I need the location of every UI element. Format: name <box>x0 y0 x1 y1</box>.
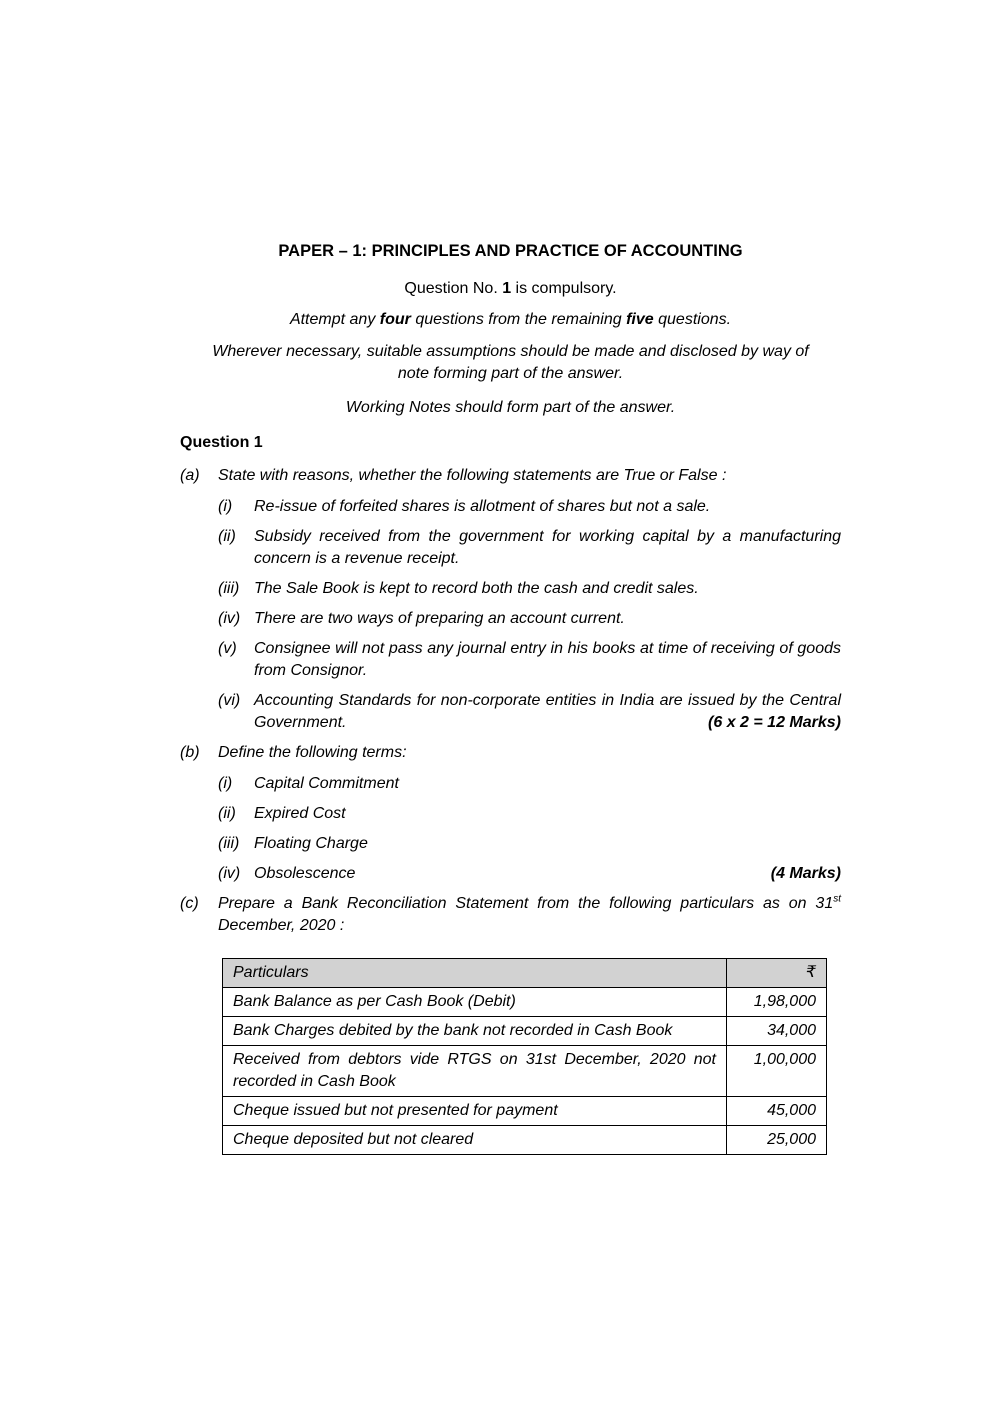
text-fragment-bold: 1 <box>502 280 512 297</box>
part-b-body <box>218 742 841 893</box>
part-b-text: Define the following terms: <box>218 744 407 761</box>
term-item <box>218 803 841 825</box>
part-b-marks: (4 Marks) <box>770 865 841 882</box>
term-item <box>218 773 841 795</box>
row-amount: 1,98,000 <box>727 988 827 1017</box>
part-c-text <box>218 893 841 937</box>
row-particulars: Cheque deposited but not cleared <box>223 1126 727 1155</box>
bank-reconciliation-table <box>222 958 827 1155</box>
text-fragment: questions from the remaining <box>410 311 627 328</box>
term-text: Obsolescence <box>254 865 356 882</box>
compulsory-note <box>180 278 841 300</box>
table-row <box>223 1097 827 1126</box>
paper-title: PAPER – 1: PRINCIPLES AND PRACTICE OF ACCOUNTING <box>278 242 743 260</box>
table-row <box>223 1126 827 1155</box>
statement-label: (i) <box>218 498 233 515</box>
text-fragment-bold: five <box>626 311 654 328</box>
term-label: (ii) <box>218 805 236 822</box>
table-row <box>223 988 827 1017</box>
statement-text: Subsidy received from the government for working capital by a manufacturing concern is a revenue receipt. <box>254 528 841 567</box>
row-amount: 34,000 <box>727 1017 827 1046</box>
statement-item <box>218 496 841 518</box>
assumptions-note: Wherever necessary, suitable assumptions should be made and disclosed by way of note forming part of the answer. <box>212 343 809 382</box>
part-c-label: (c) <box>180 895 199 912</box>
row-amount: 45,000 <box>727 1097 827 1126</box>
text-fragment: is compulsory. <box>511 280 617 297</box>
question-1-heading: Question 1 <box>180 434 263 451</box>
part-c-body <box>218 893 841 946</box>
row-particulars: Bank Balance as per Cash Book (Debit) <box>223 988 727 1017</box>
statement-item <box>218 638 841 682</box>
statement-item <box>218 690 841 734</box>
term-text: Expired Cost <box>254 805 346 822</box>
term-item <box>218 833 841 855</box>
term-label: (iv) <box>218 865 241 882</box>
statement-text: Accounting Standards for non-corporate entities in India are issued by the Central Government. <box>254 692 841 731</box>
term-label: (i) <box>218 775 233 792</box>
term-item <box>218 863 841 885</box>
statement-item <box>218 578 841 600</box>
statement-label: (vi) <box>218 692 241 709</box>
part-b <box>180 742 841 893</box>
text-fragment: Prepare a Bank Reconciliation Statement from the following particulars as on 31 <box>218 895 834 912</box>
working-notes-note: Working Notes should form part of the answer. <box>345 399 676 416</box>
part-c <box>180 893 841 946</box>
table-row <box>223 1046 827 1097</box>
statement-text: Re-issue of forfeited shares is allotment of shares but not a sale. <box>254 498 711 515</box>
text-fragment: December, 2020 : <box>218 917 345 934</box>
row-amount: 25,000 <box>727 1126 827 1155</box>
text-fragment: questions. <box>653 311 732 328</box>
statement-text: There are two ways of preparing an account current. <box>254 610 625 627</box>
term-text: Capital Commitment <box>254 775 399 792</box>
statement-item <box>218 608 841 630</box>
ordinal-superscript: st <box>833 893 841 905</box>
text-fragment: Question No. <box>404 280 503 297</box>
text-fragment-bold: four <box>379 311 411 328</box>
statement-text: Consignee will not pass any journal entry in his books at time of receiving of goods from Consignor. <box>254 640 841 679</box>
part-a-marks: (6 x 2 = 12 Marks) <box>708 714 841 731</box>
row-amount: 1,00,000 <box>727 1046 827 1097</box>
statement-label: (iii) <box>218 580 240 597</box>
statement-item <box>218 526 841 570</box>
text-fragment: Attempt any <box>289 311 380 328</box>
part-a-text: State with reasons, whether the following statements are True or False : <box>218 467 727 484</box>
rupee-header: ₹ <box>727 959 827 988</box>
attempt-note <box>180 309 841 331</box>
exam-paper-page <box>180 240 841 1155</box>
particulars-header: Particulars <box>223 959 727 988</box>
row-particulars: Received from debtors vide RTGS on 31st December, 2020 not recorded in Cash Book <box>223 1046 727 1097</box>
part-a-label: (a) <box>180 467 200 484</box>
row-particulars: Cheque issued but not presented for payment <box>223 1097 727 1126</box>
statement-label: (iv) <box>218 610 241 627</box>
part-a-body <box>218 465 841 742</box>
statement-label: (ii) <box>218 528 236 545</box>
part-b-label: (b) <box>180 744 200 761</box>
statement-text: The Sale Book is kept to record both the cash and credit sales. <box>254 580 699 597</box>
statement-label: (v) <box>218 640 237 657</box>
row-particulars: Bank Charges debited by the bank not recorded in Cash Book <box>223 1017 727 1046</box>
table-row <box>223 1017 827 1046</box>
part-a <box>180 465 841 742</box>
table-header-row <box>223 959 827 988</box>
term-text: Floating Charge <box>254 835 368 852</box>
term-label: (iii) <box>218 835 240 852</box>
